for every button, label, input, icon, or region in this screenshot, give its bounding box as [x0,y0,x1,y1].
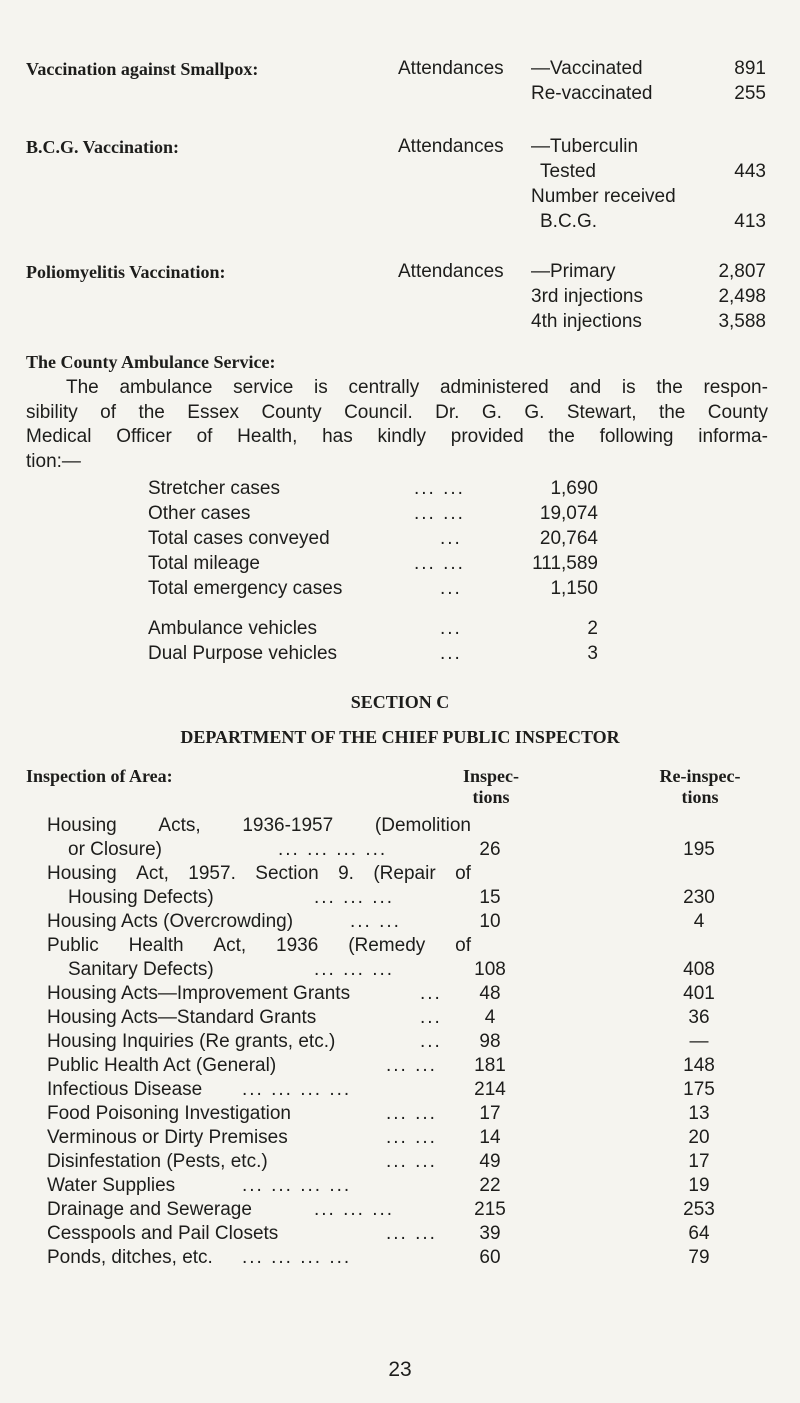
table-row [0,815,800,839]
stat-dots: ... [440,528,462,549]
row-label-line1: Housing Act, 1957. Section 9. (Repair of [47,863,471,884]
row-label: Sanitary Defects) [68,959,214,980]
row-dots: ... ... [386,1223,437,1244]
col-header-line: Inspec- [462,766,519,786]
row-dots: ... ... ... ... [278,839,388,860]
inspections-value: 14 [479,1127,501,1148]
table-row [0,1079,800,1103]
stat-label: Total mileage [148,553,260,574]
stat-label: Other cases [148,503,251,524]
table-row [0,1007,800,1031]
inspections-value: 108 [474,959,506,980]
row-label: Housing Defects) [68,887,214,908]
vaccination-line-label: Number received [531,186,676,207]
reinspections-value: 19 [688,1175,710,1196]
reinspections-value: 175 [683,1079,715,1100]
inspections-value: 26 [479,839,501,860]
vaccination-line-value: 3,588 [718,311,766,332]
reinspections-value: 20 [688,1127,710,1148]
stat-label: Dual Purpose vehicles [148,643,338,664]
stat-dots: ... ... [414,478,465,499]
inspections-value: 98 [479,1031,501,1052]
row-label: or Closure) [68,839,162,860]
inspections-value: 49 [479,1151,501,1172]
row-dots: ... ... [386,1103,437,1124]
reinspections-value: 253 [683,1199,715,1220]
stat-value: 20,764 [539,528,598,549]
inspections-value: 214 [474,1079,506,1100]
stat-row [148,578,598,603]
row-label: Verminous or Dirty Premises [47,1127,288,1148]
vaccination-line-value: 255 [734,83,766,104]
table-row [0,1175,800,1199]
stat-value: 1,690 [550,478,598,499]
table-row [0,1247,800,1271]
inspections-value: 15 [479,887,501,908]
table-row [0,1055,800,1079]
stat-row [148,478,598,503]
inspections-value: 215 [474,1199,506,1220]
stat-label: Total cases conveyed [148,528,330,549]
stat-row [148,643,598,668]
vaccination-label: Poliomyelitis Vaccination: [26,262,226,282]
vaccination-line-label: 4th injections [531,311,642,332]
reinspections-value: 17 [688,1151,710,1172]
row-dots: ... ... ... ... [242,1175,352,1196]
attendances-label: Attendances [398,136,504,157]
stat-label: Ambulance vehicles [148,618,317,639]
inspections-value: 22 [479,1175,501,1196]
stat-row [148,553,598,578]
attendances-label: Attendances [398,58,504,79]
row-label: Cesspools and Pail Closets [47,1223,279,1244]
row-dots: ... ... [386,1055,437,1076]
inspection-heading: Inspection of Area: [26,766,173,786]
vaccination-line-label: —Tuberculin [531,136,639,157]
row-dots: ... ... [386,1151,437,1172]
row-dots: ... ... ... [314,1199,395,1220]
row-dots: ... [420,1007,442,1028]
row-label: Infectious Disease [47,1079,203,1100]
row-label: Food Poisoning Investigation [47,1103,291,1124]
row-dots: ... ... ... ... [242,1079,352,1100]
reinspections-value: 401 [683,983,715,1004]
row-label-line1: Housing Acts, 1936-1957 (Demolition [47,815,471,836]
col-header-line: tions [472,787,510,807]
vaccination-line-value: 413 [734,211,766,232]
row-dots: ... [420,983,442,1004]
col-header-line: Re-inspec- [659,766,741,786]
reinspections-value: 4 [693,911,705,932]
inspections-value: 48 [479,983,501,1004]
section-title: SECTION C [350,692,450,712]
row-label: Water Supplies [47,1175,176,1196]
reinspections-value: — [689,1031,709,1052]
row-label: Housing Inquiries (Re grants, etc.) [47,1031,336,1052]
table-row [0,887,800,911]
table-row [0,863,800,887]
row-label-line1: Public Health Act, 1936 (Remedy of [47,935,471,956]
paragraph-line: Medical Officer of Health, has kindly provided the following informa- [26,426,768,447]
stat-label: Stretcher cases [148,478,280,499]
row-dots: ... [420,1031,442,1052]
table-row [0,983,800,1007]
stat-row [148,528,598,553]
stat-label: Total emergency cases [148,578,343,599]
row-dots: ... ... [386,1127,437,1148]
vaccination-line-label: —Vaccinated [531,58,643,79]
paragraph-line: sibility of the Essex County Council. Dr. G. G. Stewart, the County [26,401,768,423]
attendances-label: Attendances [398,261,504,282]
reinspections-value: 79 [688,1247,710,1268]
vaccination-line-label: B.C.G. [540,211,598,232]
table-row [0,1103,800,1127]
table-row [0,1031,800,1055]
paragraph-line: tion:— [26,450,81,472]
inspections-value: 60 [479,1247,501,1268]
table-row [0,935,800,959]
row-dots: ... ... ... ... [242,1247,352,1268]
page-number: 23 [388,1358,412,1381]
reinspections-value: 195 [683,839,715,860]
ambulance-heading: The County Ambulance Service: [26,352,276,372]
table-row [0,839,800,863]
table-row [0,1199,800,1223]
inspections-value: 4 [484,1007,496,1028]
reinspections-value: 36 [688,1007,710,1028]
stat-dots: ... ... [414,503,465,524]
stat-value: 3 [587,643,598,664]
vaccination-line-label: Tested [540,161,596,182]
inspections-value: 17 [479,1103,501,1124]
section-subtitle: DEPARTMENT OF THE CHIEF PUBLIC INSPECTOR [180,727,620,747]
vaccination-line-value: 2,498 [718,286,766,307]
vaccination-line-value: 2,807 [718,261,766,282]
inspections-value: 181 [474,1055,506,1076]
col-header-reinspections [645,766,755,808]
vaccination-line-value: 443 [734,161,766,182]
row-label: Housing Acts—Standard Grants [47,1007,317,1028]
row-label: Housing Acts—Improvement Grants [47,983,351,1004]
stat-row [148,503,598,528]
table-row [0,911,800,935]
reinspections-value: 13 [688,1103,710,1124]
row-label: Public Health Act (General) [47,1055,277,1076]
stat-value: 2 [587,618,598,639]
vaccination-line-value: 891 [734,58,766,79]
stat-value: 1,150 [550,578,598,599]
row-dots: ... ... [350,911,401,932]
vaccination-line-label: Re-vaccinated [531,83,653,104]
inspections-value: 39 [479,1223,501,1244]
stat-value: 19,074 [539,503,598,524]
row-label: Drainage and Sewerage [47,1199,252,1220]
stat-dots: ... [440,643,462,664]
stat-dots: ... [440,618,462,639]
vaccination-label: Vaccination against Smallpox: [26,59,259,79]
col-header-line: tions [681,787,719,807]
row-dots: ... ... ... [314,887,395,908]
table-row [0,1127,800,1151]
inspections-value: 10 [479,911,501,932]
reinspections-value: 64 [688,1223,710,1244]
row-dots: ... ... ... [314,959,395,980]
row-label: Ponds, ditches, etc. [47,1247,213,1268]
stat-value: 111,589 [532,553,598,574]
table-row [0,959,800,983]
reinspections-value: 408 [683,959,715,980]
stat-dots: ... [440,578,462,599]
reinspections-value: 148 [683,1055,715,1076]
row-label: Disinfestation (Pests, etc.) [47,1151,268,1172]
stat-row [148,618,598,643]
vaccination-line-label: 3rd injections [531,286,643,307]
reinspections-value: 230 [683,887,715,908]
col-header-inspections [448,766,534,808]
table-row [0,1223,800,1247]
vaccination-label: B.C.G. Vaccination: [26,137,180,157]
paragraph-line: The ambulance service is centrally administered and is the respon- [66,377,768,398]
row-label: Housing Acts (Overcrowding) [47,911,294,932]
vaccination-line-label: —Primary [531,261,616,282]
stat-dots: ... ... [414,553,465,574]
ambulance-paragraph [26,376,768,474]
table-row [0,1151,800,1175]
